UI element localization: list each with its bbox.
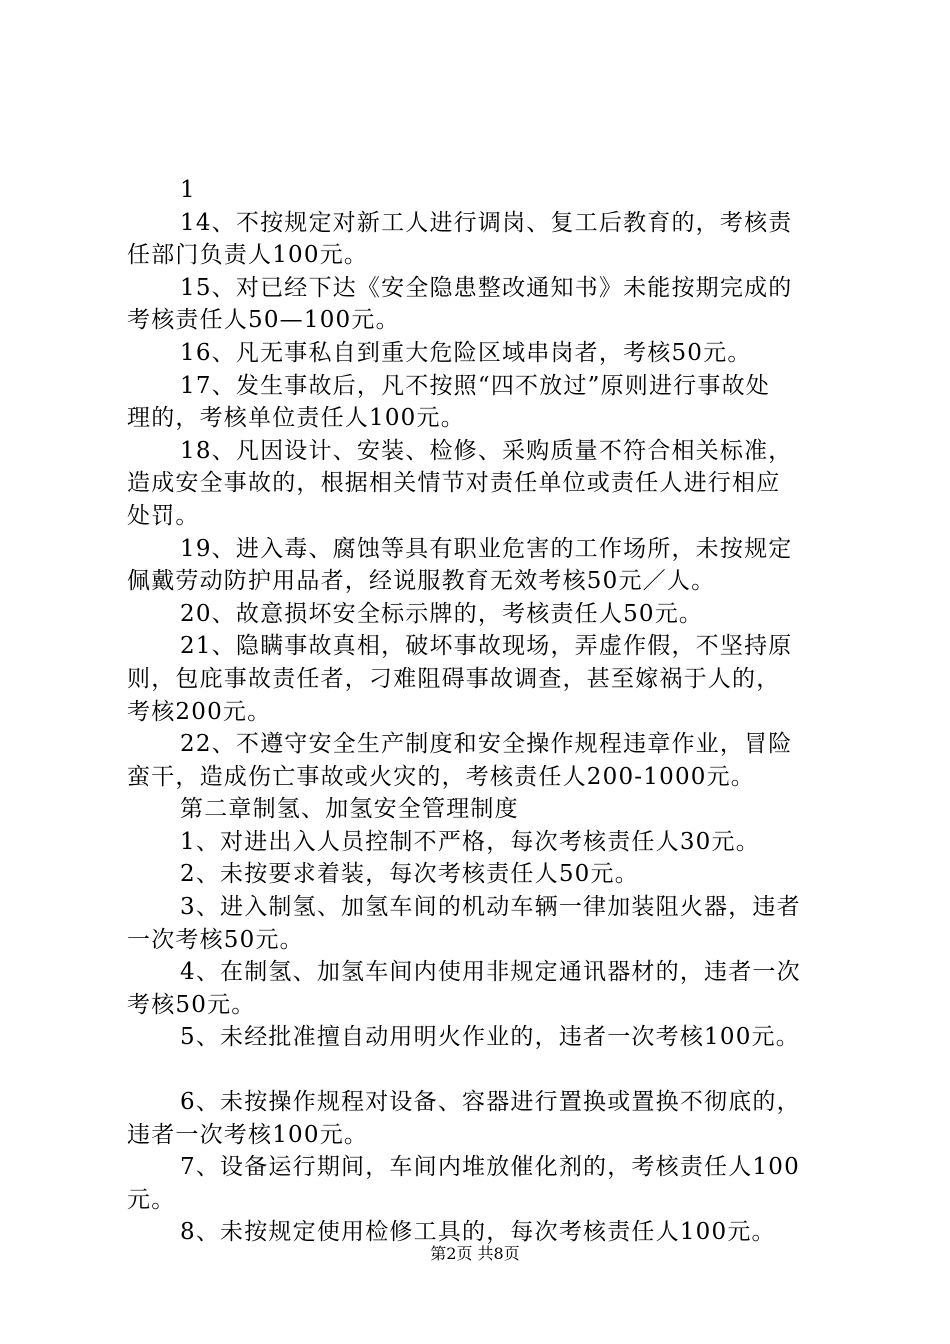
chapter-heading [127, 793, 832, 826]
paragraph-line: 任部门负责人100元。 [127, 242, 369, 269]
item-19-paragraph [127, 533, 832, 598]
item-22-paragraph [127, 728, 832, 793]
ch2-item-1-paragraph [127, 826, 832, 859]
paragraph-line: 考核200元。 [127, 698, 272, 725]
paragraph-line: 5、未经批准擅自动用明火作业的，违者一次考核100元。 [180, 1024, 800, 1051]
page-number-marker [127, 174, 832, 207]
paragraph-line: 4、在制氢、加氢车间内使用非规定通讯器材的，违者一次 [180, 959, 801, 986]
paragraph-line: 8、未按规定使用检修工具的，每次考核责任人100元。 [180, 1219, 776, 1246]
item-14-paragraph [127, 207, 832, 272]
paragraph-line: 处罚。 [127, 502, 200, 529]
paragraph-line: 17、发生事故后，凡不按照“四不放过”原则进行事故处 [180, 372, 770, 399]
paragraph-line: 则，包庇事故责任者，刁难阻碍事故调查，甚至嫁祸于人的， [127, 665, 781, 692]
ch2-item-3-paragraph [127, 891, 832, 956]
paragraph-line: 考核责任人50—100元。 [127, 307, 400, 334]
paragraph-line: 14、不按规定对新工人进行调岗、复工后教育的，考核责 [180, 209, 793, 236]
page-footer: 第2页 共8页 [430, 1244, 520, 1263]
paragraph-line: 18、凡因设计、安装、检修、采购质量不符合相关标准， [180, 437, 793, 464]
paragraph-line: 违者一次考核100元。 [127, 1121, 369, 1148]
paragraph-line: 元。 [127, 1186, 176, 1213]
paragraph-line: 20、故意损坏安全标示牌的，考核责任人50元。 [180, 600, 704, 627]
ch2-item-7-paragraph [127, 1151, 832, 1216]
paragraph-line: 6、未按操作规程对设备、容器进行置换或置换不彻底的， [180, 1089, 801, 1116]
paragraph-line: 造成安全事故的，根据相关情节对责任单位或责任人进行相应 [127, 470, 781, 497]
ch2-item-6-paragraph [127, 1086, 832, 1151]
paragraph-line: 15、对已经下达《安全隐患整改通知书》未能按期完成的 [180, 274, 793, 301]
paragraph-line: 3、进入制氢、加氢车间的机动车辆一律加装阻火器，违者 [180, 894, 801, 921]
paragraph-line: 一次考核50元。 [127, 926, 304, 953]
item-16-paragraph [127, 337, 832, 370]
paragraph-line: 7、设备运行期间，车间内堆放催化剂的，考核责任人100 [180, 1154, 800, 1181]
paragraph-line: 22、不遵守安全生产制度和安全操作规程违章作业，冒险 [180, 731, 793, 758]
paragraph-line: 考核50元。 [127, 991, 256, 1018]
paragraph-line: 1、对进出入人员控制不严格，每次考核责任人30元。 [180, 828, 760, 855]
item-18-paragraph [127, 435, 832, 533]
paragraph-line: 16、凡无事私自到重大危险区域串岗者，考核50元。 [180, 339, 752, 366]
paragraph-line: 理的，考核单位责任人100元。 [127, 405, 465, 432]
item-15-paragraph [127, 272, 832, 337]
item-20-paragraph [127, 598, 832, 631]
ch2-item-2-paragraph [127, 858, 832, 891]
paragraph-line: 佩戴劳动防护用品者，经说服教育无效考核50元／人。 [127, 568, 716, 595]
paragraph-line: 1 [180, 177, 196, 203]
item-17-paragraph [127, 370, 832, 435]
paragraph-line: 蛮干，造成伤亡事故或火灾的，考核责任人200-1000元。 [127, 763, 756, 790]
chapter-title: 第二章制氢、加氢安全管理制度 [180, 796, 519, 823]
paragraph-line: 2、未按要求着装，每次考核责任人50元。 [180, 861, 639, 888]
ch2-item-5-paragraph [127, 1021, 832, 1054]
ch2-item-4-paragraph [127, 956, 832, 1021]
document-body [127, 174, 832, 1249]
paragraph-line: 21、隐瞒事故真相，破坏事故现场，弄虚作假，不坚持原 [180, 633, 793, 660]
blank-line [127, 1054, 832, 1086]
paragraph-line: 19、进入毒、腐蚀等具有职业危害的工作场所，未按规定 [180, 535, 793, 562]
item-21-paragraph [127, 630, 832, 728]
